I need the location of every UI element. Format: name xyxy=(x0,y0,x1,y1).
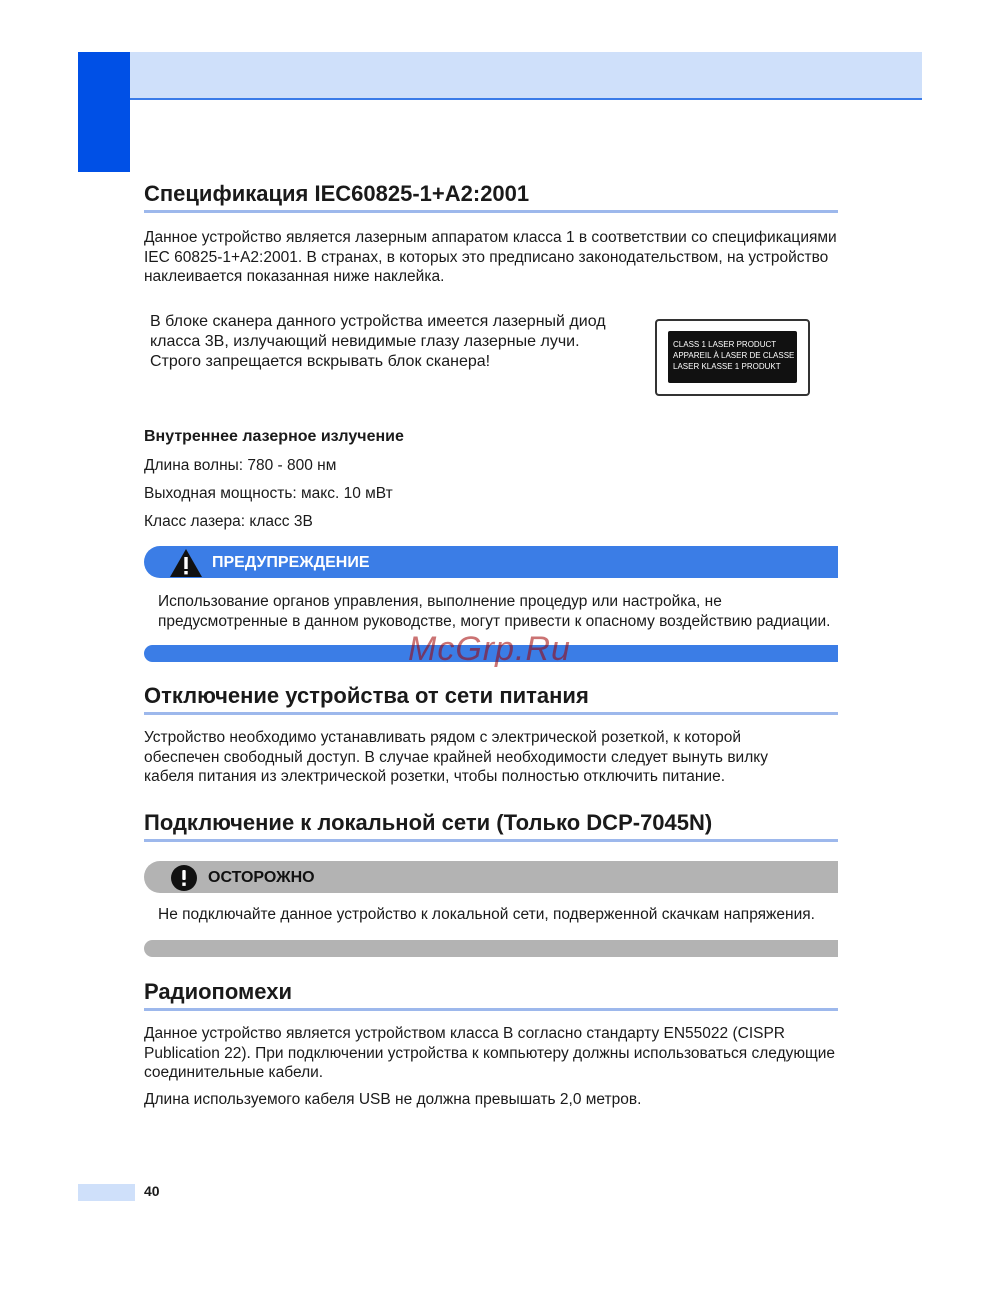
scanner-note-line-3: Строго запрещается вскрывать блок сканера! xyxy=(150,353,491,370)
section-rule-iec xyxy=(144,210,838,213)
page-number-tab xyxy=(78,1184,135,1201)
page-number: 40 xyxy=(144,1183,160,1199)
section-title-power-off: Отключение устройства от сети питания xyxy=(144,683,589,708)
radio-line-1: Данное устройство является устройством класса B согласно стандарту EN55022 (CISPR xyxy=(144,1025,786,1042)
warning-text xyxy=(158,592,848,631)
exclamation-circle-icon xyxy=(171,865,197,891)
wavelength-text: Длина волны: 780 - 800 нм xyxy=(144,457,337,474)
header-accent-block xyxy=(78,52,130,172)
section-title-lan: Подключение к локальной сети (Только DCP-7045N) xyxy=(144,810,713,835)
power-off-line-1: Устройство необходимо устанавливать рядом с электрической розеткой, к которой xyxy=(144,729,742,746)
usb-cable-text: Длина используемого кабеля USB не должна превышать 2,0 метров. xyxy=(144,1091,642,1108)
iec-paragraph-line-1: Данное устройство является лазерным аппаратом класса 1 в соответствии со спецификациями xyxy=(144,229,837,246)
caution-title: ОСТОРОЖНО xyxy=(208,869,315,886)
scanner-note-line-2: класса 3B, излучающий невидимые глазу лазерные лучи. xyxy=(150,333,580,350)
warning-text-line-1: Использование органов управления, выполнение процедур или настройка, не xyxy=(158,593,722,610)
internal-laser-title: Внутреннее лазерное излучение xyxy=(144,428,404,445)
warning-title: ПРЕДУПРЕЖДЕНИЕ xyxy=(212,554,370,571)
radio-line-3: соединительные кабели. xyxy=(144,1064,324,1081)
power-off-line-3: кабеля питания из электрической розетки, чтобы полностью отключить питание. xyxy=(144,768,726,785)
radio-paragraph xyxy=(144,1024,844,1083)
section-rule-radio xyxy=(144,1008,838,1011)
laser-label-line-2: APPAREIL À LASER DE CLASSE 1 xyxy=(673,351,802,360)
laser-class-text: Класс лазера: класс 3B xyxy=(144,513,313,530)
radio-line-2: Publication 22). При подключении устройства к компьютеру должны использоваться следующие xyxy=(144,1044,836,1062)
section-title-radio: Радиопомехи xyxy=(144,979,292,1004)
power-off-paragraph xyxy=(144,728,844,787)
warning-triangle-icon xyxy=(169,548,203,578)
laser-label-line-1: CLASS 1 LASER PRODUCT xyxy=(673,340,777,349)
power-off-line-2: обеспечен свободный доступ. В случае крайней необходимости следует вынуть вилку xyxy=(144,748,768,766)
watermark: McGrp.Ru xyxy=(408,630,571,668)
iec-paragraph-line-2: IEC 60825-1+A2:2001. В странах, в которых это предписано законодательством, на устройство xyxy=(144,248,829,266)
section-rule-lan xyxy=(144,839,838,842)
laser-product-label xyxy=(655,319,810,396)
output-power-text: Выходная мощность: макс. 10 мВт xyxy=(144,485,393,502)
section-title-iec: Спецификация IEC60825-1+A2:2001 xyxy=(144,181,530,206)
warning-text-line-2: предусмотренные в данном руководстве, могут привести к опасному воздействию радиации. xyxy=(158,612,831,630)
section-rule-power-off xyxy=(144,712,838,715)
iec-paragraph-line-3: наклеивается показанная ниже наклейка. xyxy=(144,268,445,285)
laser-label-plate xyxy=(668,331,802,383)
iec-paragraph xyxy=(144,228,844,287)
caution-text: Не подключайте данное устройство к локальной сети, подверженной скачкам напряжения. xyxy=(158,906,815,923)
laser-label-line-3: LASER KLASSE 1 PRODUKT xyxy=(673,362,781,371)
caution-band-end xyxy=(144,940,838,957)
header-band xyxy=(78,52,922,100)
scanner-note-line-1: В блоке сканера данного устройства имеется лазерный диод xyxy=(150,313,606,330)
scanner-note xyxy=(150,312,630,372)
